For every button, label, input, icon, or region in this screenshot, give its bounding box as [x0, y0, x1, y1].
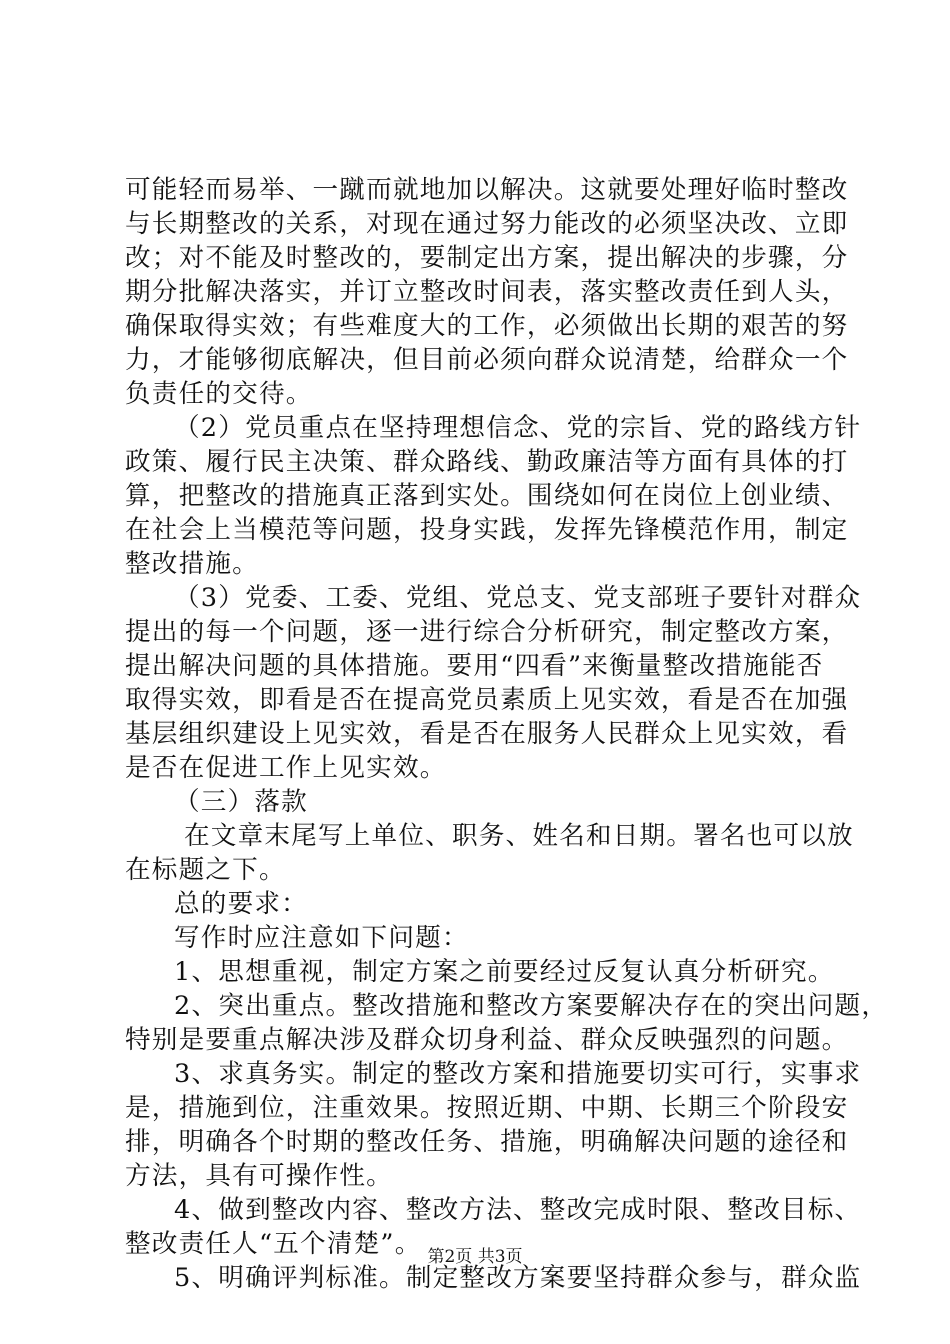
text-line-6: 力，才能够彻底解决，但目前必须向群众说清楚，给群众一个: [125, 345, 849, 375]
text-line-16: 取得实效，即看是否在提高党员素质上见实效，看是否在加强: [125, 685, 849, 715]
text-line-29: 排，明确各个时期的整改任务、措施，明确解决问题的途径和: [125, 1127, 849, 1157]
text-line-33: 5、明确评判标准。制定整改方案要坚持群众参与，群众监: [174, 1263, 862, 1293]
text-line-15: 提出解决问题的具体措施。要用“四看”来衡量整改措施能否: [125, 651, 824, 681]
text-line-7: 负责任的交待。: [125, 379, 313, 409]
text-line-25: 2、突出重点。整改措施和整改方案要解决存在的突出问题，: [174, 991, 889, 1021]
text-line-12: 整改措施。: [125, 549, 259, 579]
text-line-3: 改；对不能及时整改的，要制定出方案，提出解决的步骤，分: [125, 243, 849, 273]
text-line-14: 提出的每一个问题，逐一进行综合分析研究，制定整改方案，: [125, 617, 849, 647]
text-line-4: 期分批解决落实，并订立整改时间表，落实整改责任到人头，: [125, 277, 849, 307]
text-line-11: 在社会上当模范等问题，投身实践，发挥先锋模范作用，制定: [125, 515, 849, 545]
text-line-9: 政策、履行民主决策、群众路线、勤政廉洁等方面有具体的打: [125, 447, 849, 477]
text-line-10: 算，把整改的措施真正落到实处。围绕如何在岗位上创业绩、: [125, 481, 849, 511]
text-line-23: 写作时应注意如下问题：: [174, 923, 469, 953]
text-line-22: 总的要求：: [174, 889, 308, 919]
text-line-24: 1、思想重视，制定方案之前要经过反复认真分析研究。: [174, 957, 835, 987]
text-line-5: 确保取得实效；有些难度大的工作，必须做出长期的艰苦的努: [125, 311, 849, 341]
text-line-1: 可能轻而易举、一蹴而就地加以解决。这就要处理好临时整改: [125, 175, 849, 205]
text-line-27: 3、求真务实。制定的整改方案和措施要切实可行，实事求: [174, 1059, 862, 1089]
text-line-17: 基层组织建设上见实效，看是否在服务人民群众上见实效，看: [125, 719, 849, 749]
text-line-2: 与长期整改的关系，对现在通过努力能改的必须坚决改、立即: [125, 209, 849, 239]
text-line-26: 特别是要重点解决涉及群众切身利益、群众反映强烈的问题。: [125, 1025, 849, 1055]
page-number-footer: 第2页 共3页: [427, 1247, 523, 1267]
text-line-21: 在标题之下。: [125, 855, 286, 885]
text-line-32: 整改责任人“五个清楚”。: [125, 1229, 422, 1259]
text-line-31: 4、做到整改内容、整改方法、整改完成时限、整改目标、: [174, 1195, 862, 1225]
text-line-8: （2）党员重点在坚持理想信念、党的宗旨、党的路线方针: [174, 413, 862, 443]
text-line-30: 方法，具有可操作性。: [125, 1161, 393, 1191]
text-line-20: 在文章末尾写上单位、职务、姓名和日期。署名也可以放: [184, 821, 854, 851]
text-line-13: （3）党委、工委、党组、党总支、党支部班子要针对群众: [174, 583, 862, 613]
text-line-28: 是，措施到位，注重效果。按照近期、中期、长期三个阶段安: [125, 1093, 849, 1123]
text-line-18: 是否在促进工作上见实效。: [125, 753, 447, 783]
section-heading-luokuan: （三）落款: [174, 787, 308, 817]
